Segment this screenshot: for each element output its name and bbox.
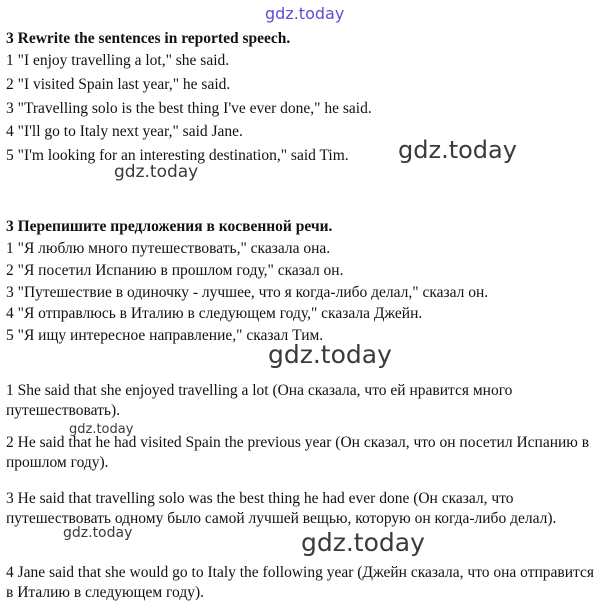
answer-2: 2 He said that he had visited Spain the previous year (Он сказал, что он посетил Испанию в прошлом году). bbox=[6, 434, 590, 471]
english-item-2: 2 "I visited Spain last year," he said. bbox=[6, 76, 231, 93]
russian-item-5: 5 "Я ищу интересное направление," сказал Тим. bbox=[6, 327, 324, 344]
english-item-3: 3 "Travelling solo is the best thing I've ever done," he said. bbox=[6, 100, 372, 117]
watermark-2: gdz.today bbox=[114, 162, 199, 182]
russian-item-1: 1 "Я люблю много путешествовать," сказала она. bbox=[6, 240, 331, 257]
answer-3: 3 He said that travelling solo was the best thing he had ever done (Он сказал, что путешествовать одному было самой лучшей вещью, которую он когда-либо делал). bbox=[6, 490, 557, 527]
english-item-4: 4 "I'll go to Italy next year," said Jane. bbox=[6, 123, 243, 140]
watermark-3: gdz.today bbox=[268, 340, 392, 369]
watermark-4: gdz.today bbox=[69, 422, 134, 437]
english-item-1: 1 "I enjoy travelling a lot," she said. bbox=[6, 52, 230, 69]
russian-item-3: 3 "Путешествие в одиночку - лучшее, что я когда-либо делал," сказал он. bbox=[6, 284, 489, 301]
watermark-6: gdz.today bbox=[301, 528, 425, 557]
answer-1: 1 She said that she enjoyed travelling a lot (Она сказала, что ей нравится много путешествовать). bbox=[6, 382, 513, 419]
russian-task-heading: 3 Перепишите предложения в косвенной речи. bbox=[6, 218, 333, 235]
english-task-heading: 3 Rewrite the sentences in reported speech. bbox=[6, 30, 291, 47]
english-item-5: 5 "I'm looking for an interesting destination," said Tim. bbox=[6, 147, 349, 164]
watermark-5: gdz.today bbox=[63, 525, 133, 541]
answer-4: 4 Jane said that she would go to Italy the following year (Джейн сказала, что она отправится в Италию в следующем году). bbox=[6, 564, 595, 601]
russian-item-4: 4 "Я отправлюсь в Италию в следующем году," сказала Джейн. bbox=[6, 305, 423, 322]
watermark-1: gdz.today bbox=[398, 136, 517, 164]
watermark-top: gdz.today bbox=[265, 4, 345, 23]
russian-item-2: 2 "Я посетил Испанию в прошлом году," сказал он. bbox=[6, 262, 344, 279]
